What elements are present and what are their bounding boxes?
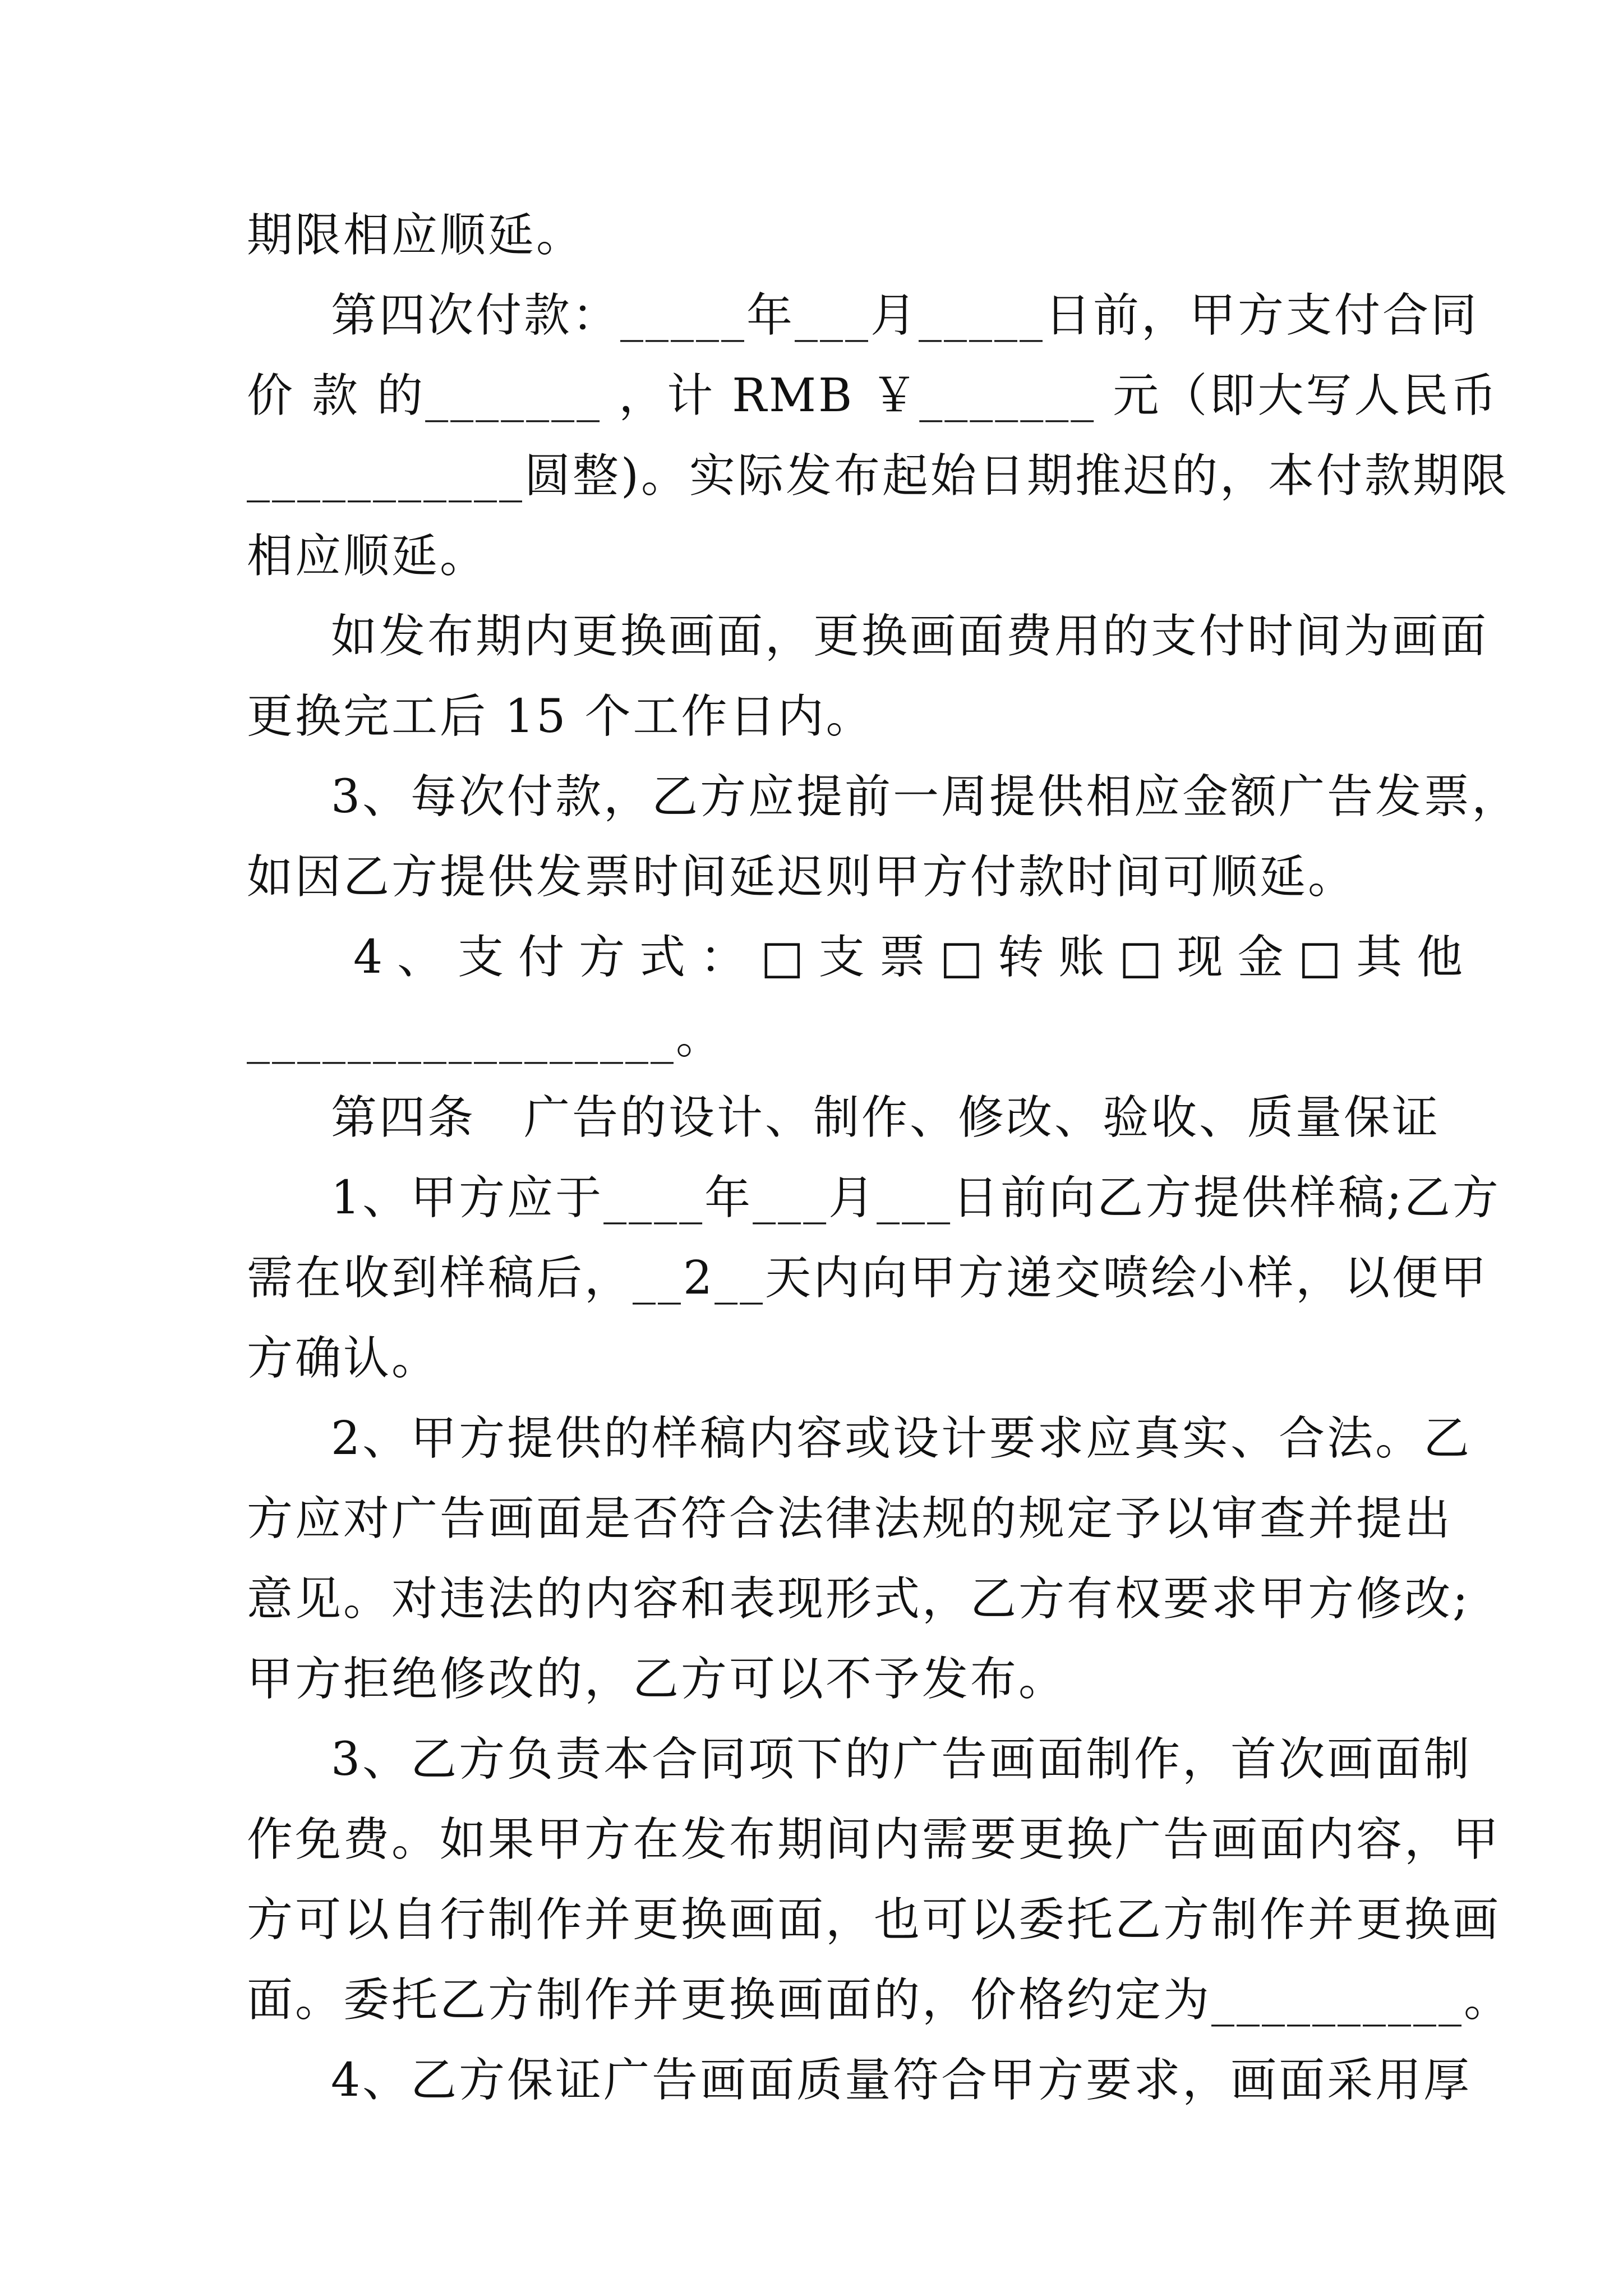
text-line-7: 更换完工后 15 个工作日内。 — [247, 690, 874, 743]
text-line-19: 甲方拒绝修改的，乙方可以不予发布。 — [247, 1653, 1067, 1706]
text-line-9: 如因乙方提供发票时间延迟则甲方付款时间可顺延。 — [247, 850, 1357, 904]
text-line-13: 1、甲方应于____年___月___日前向乙方提供样稿;乙方 — [331, 1171, 1501, 1225]
text-line-6: 如发布期内更换画面，更换画面费用的支付时间为画面 — [331, 610, 1489, 663]
text-line-3: 价 款 的_______ ，计 RMB ￥_______ 元（即大写人民币 — [247, 369, 1499, 422]
text-line-18: 意见。对违法的内容和表现形式，乙方有权要求甲方修改; — [247, 1572, 1470, 1626]
text-line-16: 2、甲方提供的样稿内容或设计要求应真实、合法。乙 — [331, 1412, 1472, 1465]
text-line-15: 方确认。 — [247, 1332, 440, 1385]
text-line-8: 3、每次付款，乙方应提前一周提供相应金额广告发票， — [331, 770, 1520, 823]
text-line-24: 4、乙方保证广告画面质量符合甲方要求，画面采用厚 — [331, 2054, 1472, 2107]
text-line-14: 需在收到样稿后，__2__天内向甲方递交喷绘小样，以便甲 — [247, 1251, 1489, 1305]
text-line-20: 3、乙方负责本合同项下的广告画面制作，首次画面制 — [331, 1733, 1472, 1786]
text-line-10: 4、支付方式：□支票□转账□现金□其他 — [353, 931, 1478, 984]
text-line-21: 作免费。如果甲方在发布期间内需要更换广告画面内容，甲 — [247, 1813, 1501, 1866]
section-heading-article-4: 第四条 广告的设计、制作、修改、验收、质量保证 — [331, 1091, 1441, 1144]
text-line-1: 期限相应顺延。 — [247, 209, 585, 262]
text-line-4: ___________圆整)。实际发布起始日期推迟的，本付款期限 — [247, 449, 1509, 503]
text-line-23: 面。委托乙方制作并更换画面的，价格约定为__________。 — [247, 1973, 1513, 2027]
text-line-11: _________________。 — [247, 1011, 724, 1064]
text-line-5: 相应顺延。 — [247, 530, 488, 583]
text-line-17: 方应对广告画面是否符合法律法规的规定予以审查并提出 — [247, 1492, 1453, 1545]
text-line-22: 方可以自行制作并更换画面，也可以委托乙方制作并更换画 — [247, 1893, 1501, 1947]
text-line-2: 第四次付款：_____年___月_____日前，甲方支付合同 — [331, 289, 1479, 342]
